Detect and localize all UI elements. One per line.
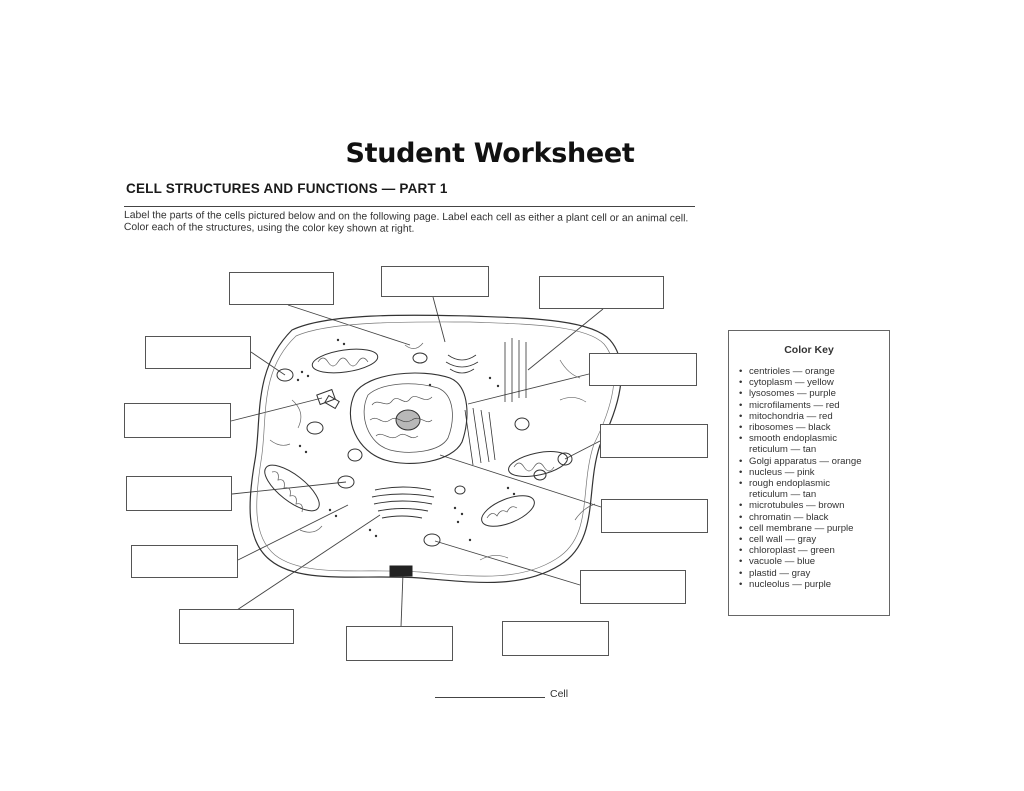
label-box-6[interactable] [124, 403, 231, 438]
color-key-item: • nucleolus — purple [739, 579, 889, 590]
color-key-item: • ribosomes — black [739, 422, 889, 433]
label-box-14[interactable] [502, 621, 609, 656]
cell-type-blank[interactable] [435, 697, 545, 698]
color-key-item: • rough endoplasmic [739, 478, 889, 489]
label-box-7[interactable] [600, 424, 708, 458]
color-key-item: • smooth endoplasmic [739, 433, 889, 444]
color-key-item: • centrioles — orange [739, 366, 889, 377]
label-box-10[interactable] [131, 545, 238, 578]
color-key-item: reticulum — tan [749, 489, 817, 501]
color-key-item: • chloroplast — green [739, 545, 889, 556]
label-box-11[interactable] [580, 570, 686, 604]
label-box-9[interactable] [601, 499, 708, 533]
color-key-item: • microtubules — brown [739, 500, 889, 511]
nucleolus [396, 410, 420, 430]
section-subtitle: CELL STRUCTURES AND FUNCTIONS — PART 1 [126, 181, 448, 196]
label-box-8[interactable] [126, 476, 232, 511]
label-box-12[interactable] [179, 609, 294, 644]
label-box-2[interactable] [381, 266, 489, 297]
golgi-apparatus-top [446, 355, 478, 373]
color-key-item: • cell wall — gray [739, 534, 889, 545]
color-key-item: • lysosomes — purple [739, 388, 889, 399]
cell-membrane [250, 315, 621, 582]
color-key-title: Color Key [784, 344, 834, 356]
golgi-apparatus [372, 487, 434, 518]
membrane-protein [390, 566, 412, 576]
label-box-13[interactable] [346, 626, 453, 661]
color-key-item: • plastid — gray [739, 568, 889, 579]
color-key-item: • nucleus — pink [739, 467, 889, 478]
color-key-item: • vacuole — blue [739, 556, 889, 567]
ribosomes [297, 339, 515, 541]
color-key-item: • microfilaments — red [739, 400, 889, 411]
color-key-item: • Golgi apparatus — orange [739, 456, 889, 467]
centrioles [317, 390, 339, 409]
mitochondria [258, 346, 570, 533]
vesicles [277, 353, 572, 546]
instructions-text: Label the parts of the cells pictured below and on the following page. Label each cell as either a plant cell or an animal cell. Color each of the structures, using the color key shown at right. [123, 210, 689, 235]
color-key-item: • cell membrane — purple [739, 523, 889, 534]
color-key-item: • chromatin — black [739, 512, 889, 523]
color-key-item: • mitochondria — red [739, 411, 889, 422]
endoplasmic-reticulum [465, 338, 526, 465]
color-key-list [729, 366, 889, 590]
worksheet-title: Student Worksheet [345, 138, 635, 169]
label-box-1[interactable] [229, 272, 334, 305]
label-box-5[interactable] [589, 353, 697, 386]
color-key-item: reticulum — tan [749, 444, 817, 456]
cell-type-label: Cell [550, 688, 569, 700]
color-key-panel [728, 330, 890, 616]
color-key-item: • cytoplasm — yellow [739, 377, 889, 388]
label-box-3[interactable] [539, 276, 664, 309]
label-box-4[interactable] [145, 336, 251, 369]
